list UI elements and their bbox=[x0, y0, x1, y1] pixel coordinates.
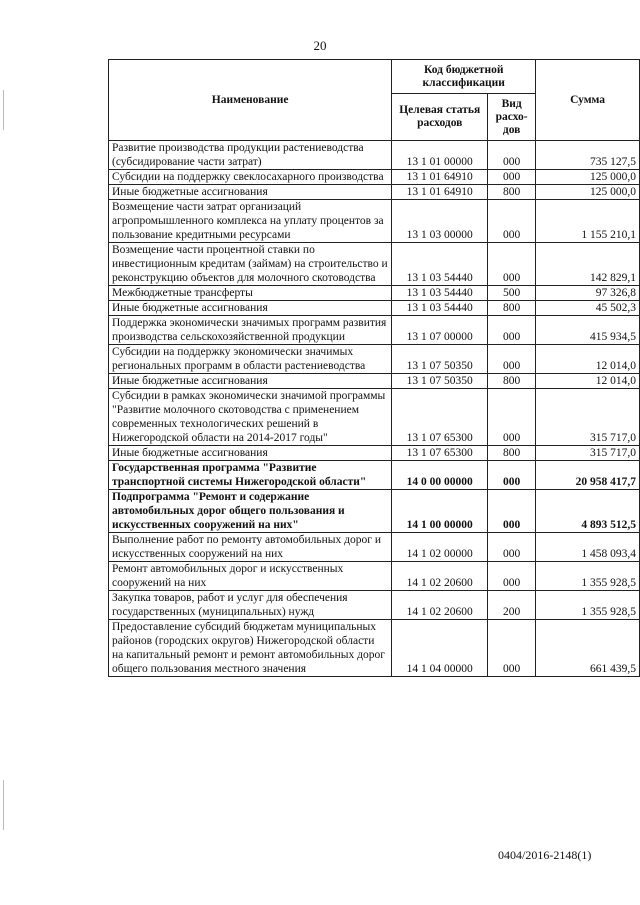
table-row bbox=[109, 200, 640, 243]
table-row bbox=[109, 301, 640, 316]
row-name-cell: Иные бюджетные ассигнования bbox=[109, 374, 392, 389]
row-name-cell: Иные бюджетные ассигнования bbox=[109, 301, 392, 316]
table-row bbox=[109, 345, 640, 374]
row-expense-type-cell: 000 bbox=[488, 490, 536, 533]
header-classification: Код бюджетной классификации bbox=[392, 60, 536, 94]
row-name-cell: Субсидии на поддержку свеклосахарного производства bbox=[109, 170, 392, 185]
page-number: 20 bbox=[313, 38, 327, 53]
table-row bbox=[109, 461, 640, 490]
row-name-cell: Поддержка экономически значимых программ развития производства сельскохозяйственной продукции bbox=[109, 316, 392, 345]
row-name-cell: Возмещение части затрат организаций агропромышленного комплекса на уплату процентов за пользование кредитными ресурсами bbox=[109, 200, 392, 243]
row-expense-type-cell: 200 bbox=[488, 591, 536, 620]
row-target-code-cell: 14 1 02 00000 bbox=[392, 533, 488, 562]
row-target-code-cell: 13 1 07 65300 bbox=[392, 446, 488, 461]
row-target-code-cell: 13 1 03 54440 bbox=[392, 301, 488, 316]
table-body bbox=[109, 141, 640, 677]
row-expense-type-cell: 800 bbox=[488, 374, 536, 389]
document-code: 0404/2016-2148(1) bbox=[498, 848, 592, 862]
row-sum-cell: 415 934,5 bbox=[536, 316, 640, 345]
row-target-code-cell: 13 1 01 64910 bbox=[392, 170, 488, 185]
table-row bbox=[109, 490, 640, 533]
table-row bbox=[109, 286, 640, 301]
row-sum-cell: 661 439,5 bbox=[536, 620, 640, 677]
row-name-cell: Подпрограмма "Ремонт и содержание автомобильных дорог общего пользования и искусственных сооружений на них" bbox=[109, 490, 392, 533]
table-row bbox=[109, 170, 640, 185]
row-expense-type-cell: 000 bbox=[488, 562, 536, 591]
row-name-cell: Государственная программа "Развитие транспортной системы Нижегородской области" bbox=[109, 461, 392, 490]
row-expense-type-cell: 800 bbox=[488, 301, 536, 316]
row-target-code-cell: 13 1 07 65300 bbox=[392, 389, 488, 446]
row-target-code-cell: 13 1 03 54440 bbox=[392, 286, 488, 301]
row-sum-cell: 97 326,8 bbox=[536, 286, 640, 301]
row-sum-cell: 20 958 417,7 bbox=[536, 461, 640, 490]
row-expense-type-cell: 000 bbox=[488, 316, 536, 345]
row-target-code-cell: 13 1 07 50350 bbox=[392, 374, 488, 389]
margin-mark bbox=[3, 90, 4, 130]
row-expense-type-cell: 000 bbox=[488, 389, 536, 446]
row-target-code-cell: 14 1 02 20600 bbox=[392, 562, 488, 591]
row-expense-type-cell: 000 bbox=[488, 533, 536, 562]
row-sum-cell: 315 717,0 bbox=[536, 446, 640, 461]
table-row bbox=[109, 185, 640, 200]
header-name: Наименование bbox=[109, 60, 392, 141]
row-target-code-cell: 14 1 04 00000 bbox=[392, 620, 488, 677]
row-name-cell: Закупка товаров, работ и услуг для обеспечения государственных (муниципальных) нужд bbox=[109, 591, 392, 620]
table-row bbox=[109, 533, 640, 562]
row-name-cell: Субсидии в рамках экономически значимой программы "Развитие молочного скотоводства с применением современных технологических решений в Нижегородской области на 2014-2017 годы" bbox=[109, 389, 392, 446]
budget-table bbox=[108, 59, 640, 677]
row-sum-cell: 12 014,0 bbox=[536, 345, 640, 374]
row-target-code-cell: 14 1 02 20600 bbox=[392, 591, 488, 620]
row-name-cell: Ремонт автомобильных дорог и искусственных сооружений на них bbox=[109, 562, 392, 591]
row-expense-type-cell: 000 bbox=[488, 461, 536, 490]
header-sum: Сумма bbox=[536, 60, 640, 141]
row-target-code-cell: 14 0 00 00000 bbox=[392, 461, 488, 490]
row-sum-cell: 315 717,0 bbox=[536, 389, 640, 446]
header-target-article: Целевая статья расходов bbox=[392, 94, 488, 141]
table-row bbox=[109, 374, 640, 389]
row-name-cell: Иные бюджетные ассигнования bbox=[109, 446, 392, 461]
row-sum-cell: 1 155 210,1 bbox=[536, 200, 640, 243]
table-row bbox=[109, 591, 640, 620]
table-row bbox=[109, 243, 640, 286]
row-name-cell: Предоставление субсидий бюджетам муниципальных районов (городских округов) Нижегородской области на капитальный ремонт и ремонт автомобильных дорог общего пользования местного значения bbox=[109, 620, 392, 677]
table-row bbox=[109, 446, 640, 461]
row-sum-cell: 125 000,0 bbox=[536, 185, 640, 200]
table-row bbox=[109, 389, 640, 446]
row-target-code-cell: 14 1 00 00000 bbox=[392, 490, 488, 533]
row-expense-type-cell: 000 bbox=[488, 620, 536, 677]
row-expense-type-cell: 000 bbox=[488, 141, 536, 170]
row-name-cell: Межбюджетные трансферты bbox=[109, 286, 392, 301]
row-target-code-cell: 13 1 01 64910 bbox=[392, 185, 488, 200]
table-row bbox=[109, 620, 640, 677]
row-sum-cell: 1 458 093,4 bbox=[536, 533, 640, 562]
margin-mark bbox=[3, 780, 4, 830]
row-sum-cell: 142 829,1 bbox=[536, 243, 640, 286]
row-expense-type-cell: 500 bbox=[488, 286, 536, 301]
row-expense-type-cell: 800 bbox=[488, 446, 536, 461]
table-row bbox=[109, 316, 640, 345]
row-target-code-cell: 13 1 01 00000 bbox=[392, 141, 488, 170]
row-name-cell: Развитие производства продукции растениеводства (субсидирование части затрат) bbox=[109, 141, 392, 170]
row-expense-type-cell: 000 bbox=[488, 243, 536, 286]
row-sum-cell: 45 502,3 bbox=[536, 301, 640, 316]
row-expense-type-cell: 000 bbox=[488, 200, 536, 243]
row-expense-type-cell: 800 bbox=[488, 185, 536, 200]
table-row bbox=[109, 562, 640, 591]
row-target-code-cell: 13 1 03 54440 bbox=[392, 243, 488, 286]
row-sum-cell: 735 127,5 bbox=[536, 141, 640, 170]
row-target-code-cell: 13 1 07 50350 bbox=[392, 345, 488, 374]
row-expense-type-cell: 000 bbox=[488, 170, 536, 185]
row-sum-cell: 12 014,0 bbox=[536, 374, 640, 389]
row-name-cell: Возмещение части процентной ставки по инвестиционным кредитам (займам) на строительство и реконструкцию объектов для молочного скотоводства bbox=[109, 243, 392, 286]
row-name-cell: Субсидии на поддержку экономически значимых региональных программ в области растениеводства bbox=[109, 345, 392, 374]
header-expense-type: Вид расхо-дов bbox=[488, 94, 536, 141]
row-sum-cell: 1 355 928,5 bbox=[536, 591, 640, 620]
row-name-cell: Выполнение работ по ремонту автомобильных дорог и искусственных сооружений на них bbox=[109, 533, 392, 562]
row-expense-type-cell: 000 bbox=[488, 345, 536, 374]
row-target-code-cell: 13 1 07 00000 bbox=[392, 316, 488, 345]
row-sum-cell: 1 355 928,5 bbox=[536, 562, 640, 591]
row-sum-cell: 4 893 512,5 bbox=[536, 490, 640, 533]
row-sum-cell: 125 000,0 bbox=[536, 170, 640, 185]
row-name-cell: Иные бюджетные ассигнования bbox=[109, 185, 392, 200]
table-row bbox=[109, 141, 640, 170]
row-target-code-cell: 13 1 03 00000 bbox=[392, 200, 488, 243]
